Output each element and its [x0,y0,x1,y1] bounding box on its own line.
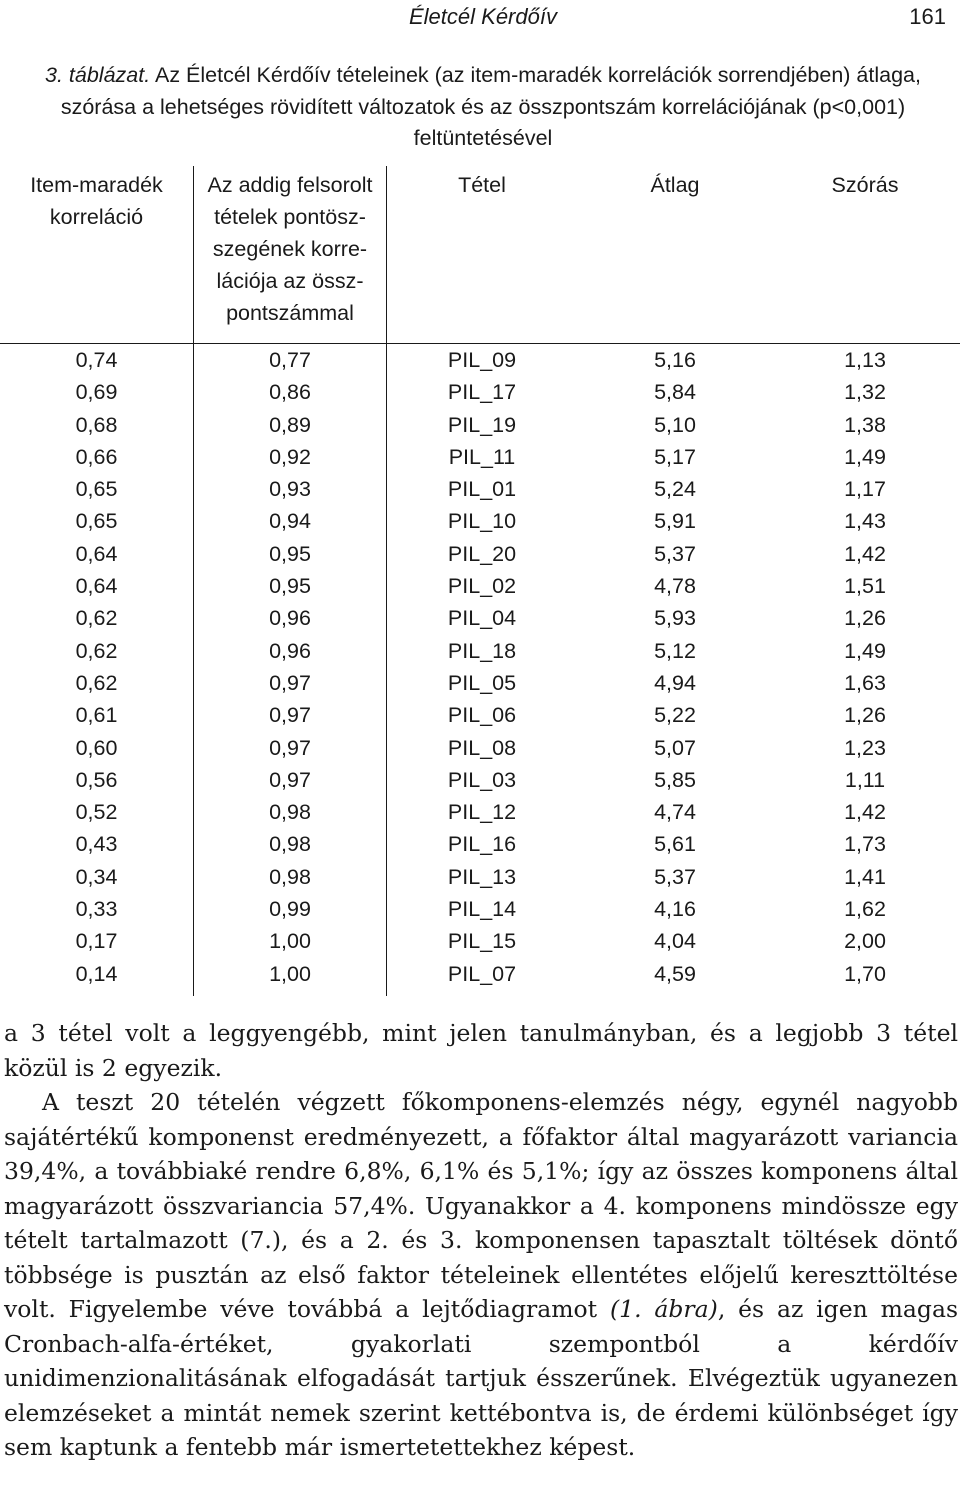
paragraph [4,1085,958,1465]
cell-cumulative-corr: 0,97 [269,735,311,760]
cell-cumulative-corr: 0,95 [269,574,311,599]
cell-item-remainder: 0,66 [75,444,118,469]
header-line: pontszámmal [226,301,354,325]
header-line: tételek pontösz- [214,205,366,229]
cell-sd: 1,11 [844,767,886,792]
cell-sd: 1,51 [844,574,886,599]
cell-cumulative-corr: 0,98 [269,864,311,889]
cell-sd: 1,26 [844,703,886,728]
paragraph-text: , és az igen magas Cronbach-alfa-értéket, gyakorlati szempontból a kérdőív unidimenzionalitásának elfogadását tartjuk ésszerűnek. Elvégeztük ugyanezen elemzéseket a mintát nemek szerint kettébontva is, de érdemi különbséget így sem kaptunk a fentebb már ismertetettekhez képest. [4,1295,959,1461]
cell-item: PIL_20 [447,541,517,566]
cell-sd: 1,43 [844,509,886,534]
cell-item: PIL_09 [447,348,517,372]
cell-sd: 1,13 [844,348,886,372]
cell-item-remainder: 0,64 [75,541,118,566]
cell-item-remainder: 0,60 [75,735,118,760]
table-row [0,570,960,602]
cell-sd: 1,49 [844,444,886,469]
cell-mean: 4,74 [654,800,696,825]
table-row [0,958,960,990]
table-row [0,635,960,667]
cell-item: PIL_13 [447,864,517,889]
cell-cumulative-corr: 0,99 [269,897,311,922]
cell-mean: 5,37 [654,541,696,566]
cell-item: PIL_17 [447,380,517,405]
cell-item-remainder: 0,56 [75,767,118,792]
cell-item-remainder: 0,62 [75,638,118,663]
cell-sd: 1,17 [844,477,886,502]
cell-item: PIL_02 [447,574,517,599]
cell-cumulative-corr: 0,95 [269,541,311,566]
header-line: lációja az össz- [216,269,364,293]
running-title: Életcél Kérdőív [409,4,557,29]
cell-item-remainder: 0,61 [75,703,118,728]
cell-item-remainder: 0,33 [75,897,118,922]
table-row [0,473,960,505]
caption-text: Az Életcél Kérdőív tételeinek (az item-maradék korrelációk sorrendjében) átlaga, szórása a lehetséges rövidített változatok és az összpontszám korrelációjának (p<0,001) feltüntetésével [60,63,921,150]
cell-sd: 1,73 [844,832,886,857]
cell-item-remainder: 0,64 [75,574,118,599]
header-line: korreláció [49,205,144,229]
table-row [0,602,960,634]
cell-item-remainder: 0,69 [75,380,118,405]
cell-item-remainder: 0,68 [75,412,118,437]
header-line: szegének korre- [212,237,368,261]
cell-mean: 5,16 [654,348,696,372]
cell-item-remainder: 0,62 [75,670,118,695]
running-header [0,3,960,31]
cell-mean: 4,59 [654,961,696,986]
cell-item: PIL_19 [447,412,517,437]
cell-cumulative-corr: 0,98 [269,832,311,857]
cell-item-remainder: 0,65 [75,509,118,534]
body-text [4,1016,958,1465]
caption-label: 3. táblázat. [45,63,151,87]
table-row [0,538,960,570]
figure-reference: (1. ábra) [609,1295,718,1323]
cell-item-remainder: 0,34 [75,864,118,889]
cell-item: PIL_07 [447,961,517,986]
cell-item-remainder: 0,52 [75,800,118,825]
table-row [0,796,960,828]
cell-item-remainder: 0,74 [75,348,118,372]
cell-item: PIL_18 [447,638,517,663]
cell-sd: 1,38 [844,412,886,437]
cell-mean: 5,37 [654,864,696,889]
cell-item-remainder: 0,14 [75,961,118,986]
cell-mean: 5,07 [654,735,696,760]
header-cumulative-correlation [194,169,386,329]
cell-item: PIL_10 [447,509,517,534]
cell-cumulative-corr: 0,96 [269,638,311,663]
cell-mean: 5,61 [654,832,696,857]
table-row [0,409,960,441]
paragraph-text: A teszt 20 tételén végzett főkomponens-elemzés négy, egynél nagyobb sajátértékű komponenst eredményezett, a főfaktor által magyarázott variancia 39,4%, a továbbiaké rendre 6,8%, 6,1% és 5,1%; így az összes komponens által magyarázott összvariancia 57,4%. Ugyanakkor a 4. komponens mindössze egy tételt tartalmazott (7.), és a 2. és 3. komponensen tapasztalt töltések döntő többsége is pusztán az első faktor tételeinek ellentétes előjelű kereszttöltése volt. Figyelembe véve továbbá a lejtődiagramot [4,1088,958,1323]
table-caption [24,60,942,155]
header-sd [770,169,960,201]
cell-cumulative-corr: 1,00 [269,961,311,986]
cell-cumulative-corr: 0,97 [269,767,311,792]
cell-item-remainder: 0,17 [75,929,118,954]
table-row [0,893,960,925]
cell-mean: 5,93 [654,606,696,631]
cell-cumulative-corr: 0,89 [269,412,311,437]
header-line: Tétel [458,173,506,197]
cell-cumulative-corr: 0,93 [269,477,311,502]
cell-sd: 1,70 [844,961,886,986]
cell-cumulative-corr: 0,77 [269,348,311,372]
cell-cumulative-corr: 0,86 [269,380,311,405]
cell-sd: 1,32 [844,380,886,405]
header-line: Szórás [831,173,899,197]
cell-item: PIL_14 [447,897,517,922]
cell-item: PIL_12 [447,800,517,825]
cell-mean: 4,16 [654,897,696,922]
header-line: Item-maradék [30,173,163,197]
cell-mean: 4,94 [654,670,696,695]
header-mean [580,169,770,201]
header-item-remainder-correlation [0,169,193,233]
cell-mean: 5,84 [654,380,696,405]
table-row [0,667,960,699]
cell-item: PIL_15 [447,929,517,954]
cell-sd: 1,49 [844,638,886,663]
cell-sd: 1,26 [844,606,886,631]
cell-sd: 1,41 [844,864,886,889]
cell-sd: 1,42 [844,800,886,825]
cell-cumulative-corr: 0,92 [269,444,311,469]
table-row [0,861,960,893]
cell-item: PIL_01 [447,477,517,502]
table-row [0,376,960,408]
cell-mean: 5,24 [654,477,696,502]
cell-mean: 5,85 [654,767,696,792]
cell-mean: 5,22 [654,703,696,728]
table-row [0,699,960,731]
paragraph: a 3 tétel volt a leggyengébb, mint jelen tanulmányban, és a legjobb 3 tétel közül is 2 egyezik. [4,1019,958,1082]
cell-item-remainder: 0,62 [75,606,118,631]
cell-mean: 5,12 [654,638,696,663]
cell-item: PIL_05 [447,670,517,695]
cell-item: PIL_06 [447,703,517,728]
header-line: Az addig felsorolt [207,173,373,197]
table-body [0,344,960,990]
cell-cumulative-corr: 1,00 [269,929,311,954]
table-row [0,505,960,537]
cell-item-remainder: 0,43 [75,832,118,857]
cell-item: PIL_03 [447,767,517,792]
cell-mean: 4,78 [654,574,696,599]
header-line: Átlag [650,173,700,197]
table-row [0,344,960,376]
table-row [0,764,960,796]
table-row [0,925,960,957]
cell-mean: 4,04 [654,929,696,954]
cell-cumulative-corr: 0,98 [269,800,311,825]
cell-item: PIL_08 [447,735,517,760]
cell-sd: 1,62 [844,897,886,922]
cell-item-remainder: 0,65 [75,477,118,502]
cell-item: PIL_11 [448,444,516,469]
cell-mean: 5,17 [654,444,696,469]
cell-sd: 2,00 [844,929,886,954]
page-number: 161 [909,4,946,29]
cell-sd: 1,23 [844,735,886,760]
cell-cumulative-corr: 0,97 [269,670,311,695]
cell-sd: 1,63 [844,670,886,695]
cell-cumulative-corr: 0,94 [269,509,311,534]
cell-cumulative-corr: 0,96 [269,606,311,631]
table-row [0,828,960,860]
cell-item: PIL_16 [447,832,517,857]
cell-mean: 5,91 [654,509,696,534]
table-row [0,732,960,764]
cell-item: PIL_04 [447,606,517,631]
table-row [0,441,960,473]
cell-sd: 1,42 [844,541,886,566]
header-item [392,169,572,201]
cell-cumulative-corr: 0,97 [269,703,311,728]
cell-mean: 5,10 [654,412,696,437]
